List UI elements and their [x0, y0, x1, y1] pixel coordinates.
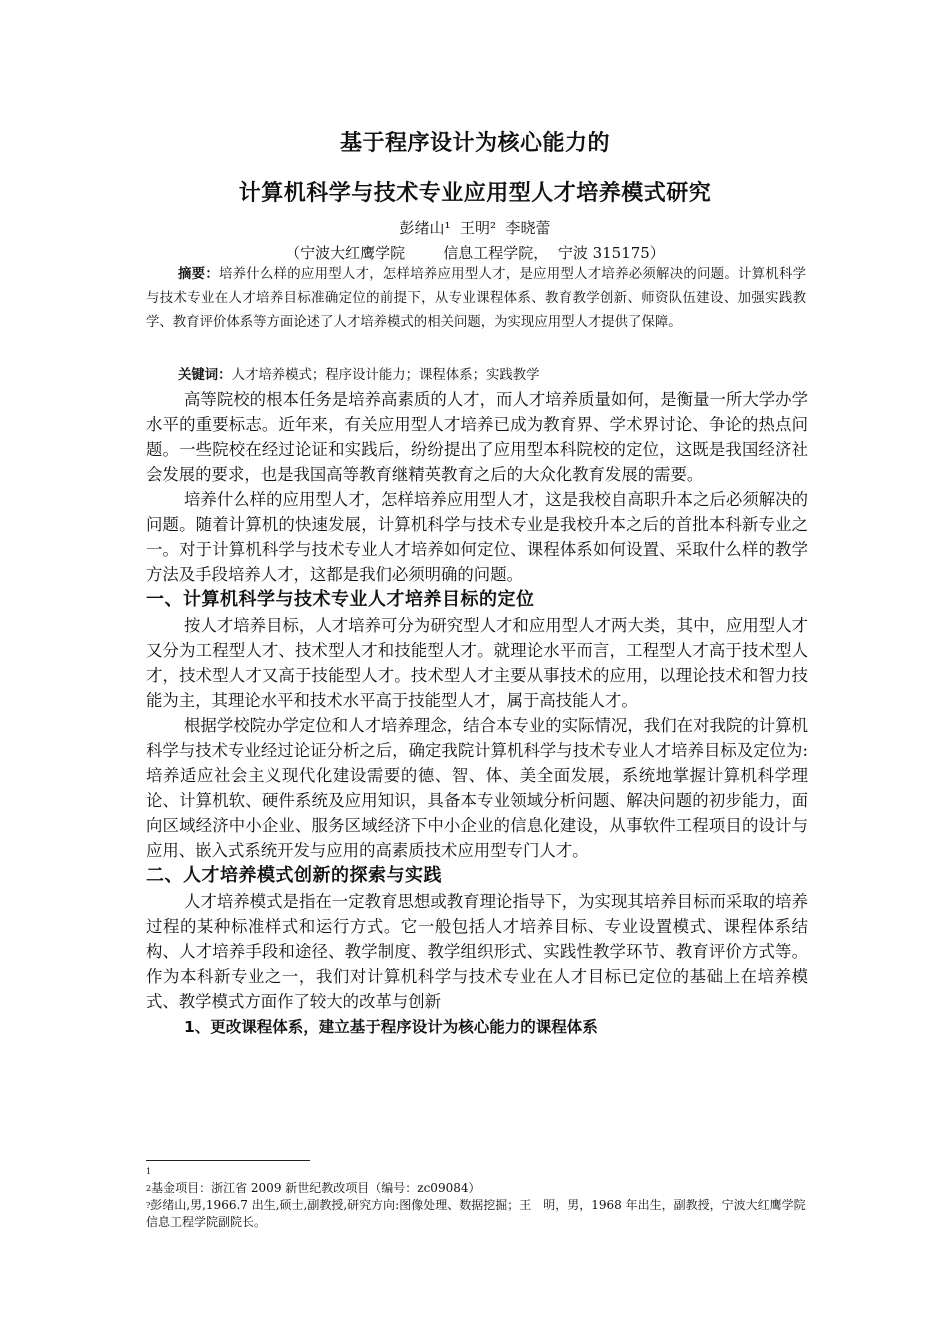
footnote-0-mark: 1: [146, 1167, 152, 1176]
footnote-0: [146, 1163, 810, 1180]
intro-paragraph-2: 培养什么样的应用型人才，怎样培养应用型人才，这是我校自高职升本之后必须解决的问题。随着计算机的快速发展，计算机科学与技术专业是我校升本之后的首批本科新专业之一。对于计算机科学与技术专业人才培养如何定位、课程体系如何设置、采取什么样的教学方法及手段培养人才，这都是我们必须明确的问题。: [146, 490, 808, 584]
authors: 彭绪山¹ 王明² 李晓蕾: [399, 219, 551, 237]
affiliation: （宁波大红鹰学院 信息工程学院， 宁波 315175）: [285, 244, 665, 262]
footnote-2-mark: ?: [146, 1201, 151, 1210]
abstract-label: 摘要：: [178, 267, 219, 282]
keywords-text: 人才培养模式；程序设计能力；课程体系；实践教学: [231, 368, 540, 383]
section-2-heading: 二、人才培养模式创新的探索与实践: [146, 865, 442, 886]
abstract: [146, 263, 806, 335]
abstract-text: 培养什么样的应用型人才，怎样培养应用型人才，是应用型人才培养必须解决的问题。计算机科学与技术专业在人才培养目标准确定位的前提下，从专业课程体系、教育教学创新、师资队伍建设、加强实践教学、教育评价体系等方面论述了人才培养模式的相关问题，为实现应用型人才提供了保障。: [146, 267, 807, 330]
body-text: [146, 387, 808, 1040]
section-1-paragraph-2: 根据学校院办学定位和人才培养理念，结合本专业的实际情况，我们在对我院的计算机科学与技术专业经过论证分析之后，确定我院计算机科学与技术专业人才培养目标及定位为:培养适应社会主义现代化建设需要的德、智、体、美全面发展，系统地掌握计算机科学理论、计算机软、硬件系统及应用知识，具备本专业领域分析问题、解决问题的初步能力，面向区域经济中小企业、服务区域经济下中小企业的信息化建设，从事软件工程项目的设计与应用、嵌入式系统开发与应用的高素质技术应用型专门人才。: [146, 716, 808, 860]
footnote-separator: [146, 1160, 310, 1161]
footnote-2-text: 彭绪山,男,1966.7 出生,硕士,副教授,研究方向:图像处理、数据挖掘；王 明，男，1968 年出生，副教授，宁波大红鹰学院信息工程学院副院长。: [146, 1198, 806, 1229]
footnote-1-mark: 2: [146, 1184, 152, 1193]
paper-title-line2: 计算机科学与技术专业应用型人才培养模式研究: [238, 181, 712, 206]
footnote-1: [146, 1180, 810, 1197]
subsection-1-heading: 1、更改课程体系，建立基于程序设计为核心能力的课程体系: [184, 1018, 598, 1036]
footnotes: [146, 1163, 810, 1231]
footnote-2: [146, 1197, 810, 1231]
keywords: [178, 364, 798, 388]
section-1-paragraph-1: 按人才培养目标，人才培养可分为研究型人才和应用型人才两大类，其中，应用型人才又分为工程型人才、技术型人才和技能型人才。就理论水平而言，工程型人才高于技术型人才，技术型人才又高于技能型人才。技术型人才主要从事技术的应用，以理论技术和智力技能为主，其理论水平和技术水平高于技能型人才，属于高技能人才。: [146, 616, 808, 710]
keywords-label: 关键词：: [178, 368, 232, 383]
paper-title-line1: 基于程序设计为核心能力的: [339, 131, 610, 156]
footnote-1-text: 基金项目：浙江省 2009 新世纪教改项目（编号：zc09084）: [151, 1181, 481, 1195]
section-2-paragraph-1: 人才培养模式是指在一定教育思想或教育理论指导下，为实现其培养目标而采取的培养过程的某种标准样式和运行方式。它一般包括人才培养目标、专业设置模式、课程体系结构、人才培养手段和途径、教学制度、教学组织形式、实践性教学环节、教育评价方式等。作为本科新专业之一，我们对计算机科学与技术专业在人才目标已定位的基础上在培养模式、教学模式方面作了较大的改革与创新: [146, 892, 808, 1011]
section-1-heading: 一、计算机科学与技术专业人才培养目标的定位: [146, 589, 535, 610]
intro-paragraph-1: 高等院校的根本任务是培养高素质的人才，而人才培养质量如何，是衡量一所大学办学水平的重要标志。近年来，有关应用型人才培养已成为教育界、学术界讨论、争论的热点问题。一些院校在经过论证和实践后，纷纷提出了应用型本科院校的定位，这既是我国经济社会发展的要求，也是我国高等教育继精英教育之后的大众化教育发展的需要。: [146, 390, 808, 484]
